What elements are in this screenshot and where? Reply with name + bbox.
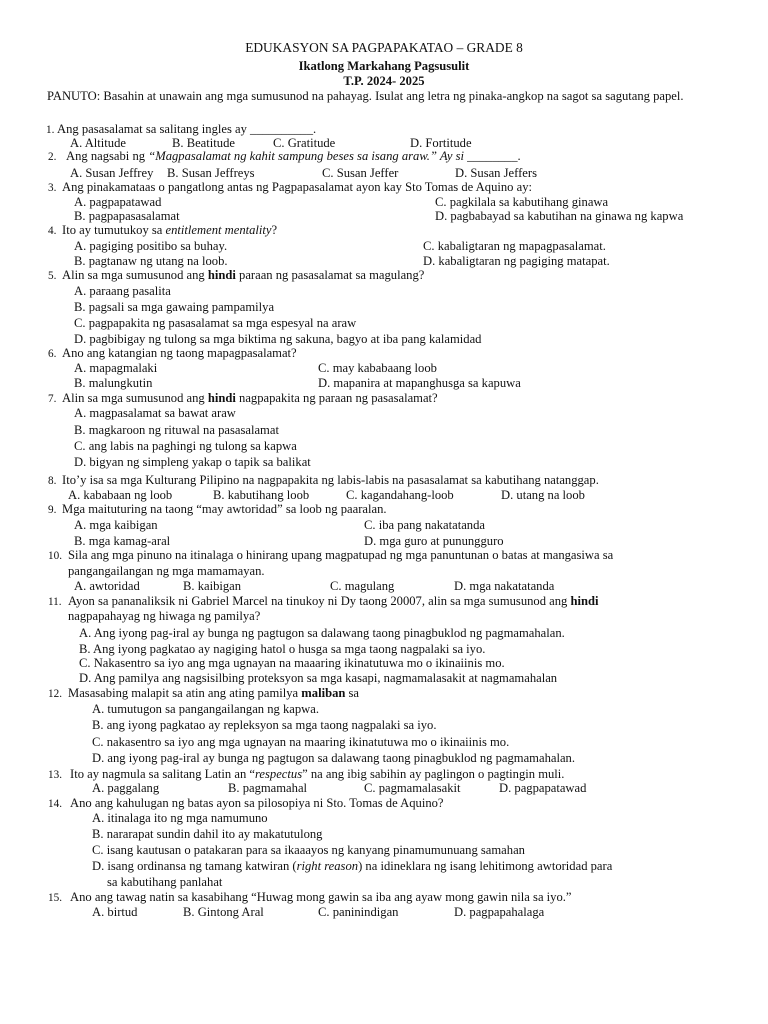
question-number: 6. bbox=[48, 348, 57, 360]
q12-option-c: C. nakasentro sa iyo ang mga ugnayan na maaring ikinatutuwa mo o ikinaiinis mo. bbox=[92, 735, 510, 749]
question-12-text: Masasabing malapit sa atin ang ating pamilya maliban sa bbox=[68, 686, 360, 700]
question-number: 1. bbox=[46, 124, 55, 136]
question-11-text-line2: nagpapahayag ng hiwaga ng pamilya? bbox=[68, 609, 261, 623]
question-15-text: Ano ang tawag natin sa kasabihang “Huwag mong gawin sa iba ang ayaw mong gawin nila sa iyo.” bbox=[70, 890, 572, 904]
q10-option-b: B. kaibigan bbox=[183, 579, 242, 593]
q3-option-b: B. pagpapasasalamat bbox=[74, 209, 180, 223]
q2-option-c: C. Susan Jeffer bbox=[322, 166, 399, 180]
q10-option-a: A. awtoridad bbox=[74, 579, 140, 593]
exam-title: Ikatlong Markahang Pagsusulit bbox=[298, 59, 470, 73]
q13-option-c: C. pagmamalasakit bbox=[364, 781, 461, 795]
question-14-text: Ano ang kahulugan ng batas ayon sa pilosopiya ni Sto. Tomas de Aquino? bbox=[70, 796, 444, 810]
q8-option-d: D. utang na loob bbox=[501, 488, 585, 502]
question-number: 14. bbox=[48, 798, 62, 810]
question-1-text: Ang pasasalamat sa salitang ingles ay __________. bbox=[57, 122, 317, 136]
q5-option-d: D. pagbibigay ng tulong sa mga biktima ng sakuna, bagyo at iba pang kalamidad bbox=[74, 332, 482, 346]
question-4-text: Ito ay tumutukoy sa entitlement mentality? bbox=[62, 223, 278, 237]
q14-option-c: C. isang kautusan o patakaran para sa ikaaayos ng kanyang pinamumunuang samahan bbox=[92, 843, 525, 857]
q2-option-d: D. Susan Jeffers bbox=[455, 166, 537, 180]
q14-option-b: B. nararapat sundin dahil ito ay makatutulong bbox=[92, 827, 323, 841]
q6-option-b: B. malungkutin bbox=[74, 376, 153, 390]
question-3-text: Ang pinakamataas o pangatlong antas ng Pagpapasalamat ayon kay Sto Tomas de Aquino ay: bbox=[62, 180, 532, 194]
q5-option-a: A. paraang pasalita bbox=[74, 284, 171, 298]
q14-option-d-line2: sa kabutihang panlahat bbox=[107, 875, 223, 889]
question-number: 12. bbox=[48, 688, 62, 700]
q15-option-d: D. pagpapahalaga bbox=[454, 905, 545, 919]
q4-option-b: B. pagtanaw ng utang na loob. bbox=[74, 254, 228, 268]
question-2-text: Ang nagsabi ng “Magpasalamat ng kahit sampung beses sa isang araw.” Ay si ________. bbox=[66, 149, 521, 163]
q11-option-a: A. Ang iyong pag-iral ay bunga ng pagtugon sa dalawang taong pinagbuklod ng pagmamahalan. bbox=[79, 626, 565, 640]
q1-option-c: C. Gratitude bbox=[273, 136, 336, 150]
question-number: 8. bbox=[48, 475, 57, 487]
q9-option-c: C. iba pang nakatatanda bbox=[364, 518, 485, 532]
q12-option-b: B. ang iyong pagkatao ay repleksyon sa mga taong nagpalaki sa iyo. bbox=[92, 718, 437, 732]
q11-option-c: C. Nakasentro sa iyo ang mga ugnayan na maaaring ikinatutuwa mo o ikinaiinis mo. bbox=[79, 656, 505, 670]
q8-option-b: B. kabutihang loob bbox=[213, 488, 310, 502]
question-5-text: Alin sa mga sumusunod ang hindi paraan ng pasasalamat sa magulang? bbox=[62, 268, 425, 282]
school-year: T.P. 2024- 2025 bbox=[343, 74, 425, 88]
q10-option-c: C. magulang bbox=[330, 579, 395, 593]
q6-option-a: A. mapagmalaki bbox=[74, 361, 158, 375]
q5-option-b: B. pagsali sa mga gawaing pampamilya bbox=[74, 300, 275, 314]
question-number: 10. bbox=[48, 550, 62, 562]
question-number: 4. bbox=[48, 225, 57, 237]
question-number: 9. bbox=[48, 504, 57, 516]
q9-option-d: D. mga guro at punungguro bbox=[364, 534, 504, 548]
question-10-text-line2: pangangailangan ng mga mamamayan. bbox=[68, 564, 265, 578]
q4-option-a: A. pagiging positibo sa buhay. bbox=[74, 239, 228, 253]
q8-option-c: C. kagandahang-loob bbox=[346, 488, 454, 502]
question-8-text: Ito’y isa sa mga Kulturang Pilipino na nagpapakita ng labis-labis na pasasalamat sa kabutihang natanggap. bbox=[62, 473, 599, 487]
q6-option-d: D. mapanira at mapanghusga sa kapuwa bbox=[318, 376, 521, 390]
question-number: 11. bbox=[48, 596, 62, 608]
question-number: 5. bbox=[48, 270, 57, 282]
q7-option-a: A. magpasalamat sa bawat araw bbox=[74, 406, 236, 420]
question-number: 15. bbox=[48, 892, 62, 904]
q1-option-a: A. Altitude bbox=[70, 136, 126, 150]
question-6-text: Ano ang katangian ng taong mapagpasalamat? bbox=[62, 346, 297, 360]
q14-option-d: D. isang ordinansa ng tamang katwiran (right reason) na idineklara ng isang lehitimong awtoridad para bbox=[92, 859, 613, 873]
q15-option-a: A. birtud bbox=[92, 905, 138, 919]
question-11-text-line1: Ayon sa pananaliksik ni Gabriel Marcel na tinukoy ni Dy taong 20007, alin sa mga sumusunod ang hindi bbox=[68, 594, 599, 608]
q2-option-a: A. Susan Jeffrey bbox=[70, 166, 154, 180]
question-7-text: Alin sa mga sumusunod ang hindi nagpapakita ng paraan ng pasasalamat? bbox=[62, 391, 438, 405]
q5-option-c: C. pagpapakita ng pasasalamat sa mga espesyal na araw bbox=[74, 316, 357, 330]
q7-option-b: B. magkaroon ng rituwal na pasasalamat bbox=[74, 423, 279, 437]
question-13-text: Ito ay nagmula sa salitang Latin an “respectus” na ang ibig sabihin ay paglingon o pagtingin muli. bbox=[70, 767, 565, 781]
question-number: 13. bbox=[48, 769, 62, 781]
q4-option-c: C. kabaligtaran ng mapagpasalamat. bbox=[423, 239, 606, 253]
q3-option-c: C. pagkilala sa kabutihang ginawa bbox=[435, 195, 609, 209]
q6-option-c: C. may kababaang loob bbox=[318, 361, 437, 375]
q2-option-b: B. Susan Jeffreys bbox=[167, 166, 255, 180]
q10-option-d: D. mga nakatatanda bbox=[454, 579, 555, 593]
q12-option-a: A. tumutugon sa pangangailangan ng kapwa. bbox=[92, 702, 319, 716]
subject-title: EDUKASYON SA PAGPAPAKATAO – GRADE 8 bbox=[245, 40, 523, 55]
q11-option-b: B. Ang iyong pagkatao ay nagiging hatol o husga sa mga taong nagpalaki sa iyo. bbox=[79, 642, 486, 656]
q3-option-d: D. pagbabayad sa kabutihan na ginawa ng kapwa bbox=[435, 209, 684, 223]
q13-option-a: A. paggalang bbox=[92, 781, 160, 795]
q3-option-a: A. pagpapatawad bbox=[74, 195, 162, 209]
q7-option-d: D. bigyan ng simpleng yakap o tapik sa balikat bbox=[74, 455, 311, 469]
q9-option-b: B. mga kamag-aral bbox=[74, 534, 171, 548]
q4-option-d: D. kabaligtaran ng pagiging matapat. bbox=[423, 254, 610, 268]
q11-option-d: D. Ang pamilya ang nagsisilbing proteksyon sa mga kasapi, nagmamalasakit at nagmamahalan bbox=[79, 671, 558, 685]
instructions: PANUTO: Basahin at unawain ang mga sumusunod na pahayag. Isulat ang letra ng pinaka-angkop na sagot sa sagutang papel. bbox=[47, 89, 684, 103]
q15-option-c: C. paninindigan bbox=[318, 905, 399, 919]
q9-option-a: A. mga kaibigan bbox=[74, 518, 158, 532]
question-number: 3. bbox=[48, 182, 57, 194]
q14-option-a: A. itinalaga ito ng mga namumuno bbox=[92, 811, 268, 825]
question-10-text-line1: Sila ang mga pinuno na itinalaga o hinirang upang magpatupad ng mga panuntunan o batas at mangasiwa sa bbox=[68, 548, 614, 562]
question-number: 7. bbox=[48, 393, 57, 405]
q15-option-b: B. Gintong Aral bbox=[183, 905, 264, 919]
q13-option-b: B. pagmamahal bbox=[228, 781, 308, 795]
q7-option-c: C. ang labis na paghingi ng tulong sa kapwa bbox=[74, 439, 297, 453]
q1-option-d: D. Fortitude bbox=[410, 136, 472, 150]
question-number: 2. bbox=[48, 151, 57, 163]
q13-option-d: D. pagpapatawad bbox=[499, 781, 587, 795]
question-9-text: Mga maituturing na taong “may awtoridad” sa loob ng paaralan. bbox=[62, 502, 387, 516]
q12-option-d: D. ang iyong pag-iral ay bunga ng pagtugon sa dalawang taong pinagbuklod ng pagmamahalan. bbox=[92, 751, 575, 765]
q1-option-b: B. Beatitude bbox=[172, 136, 235, 150]
q8-option-a: A. kababaan ng loob bbox=[68, 488, 173, 502]
